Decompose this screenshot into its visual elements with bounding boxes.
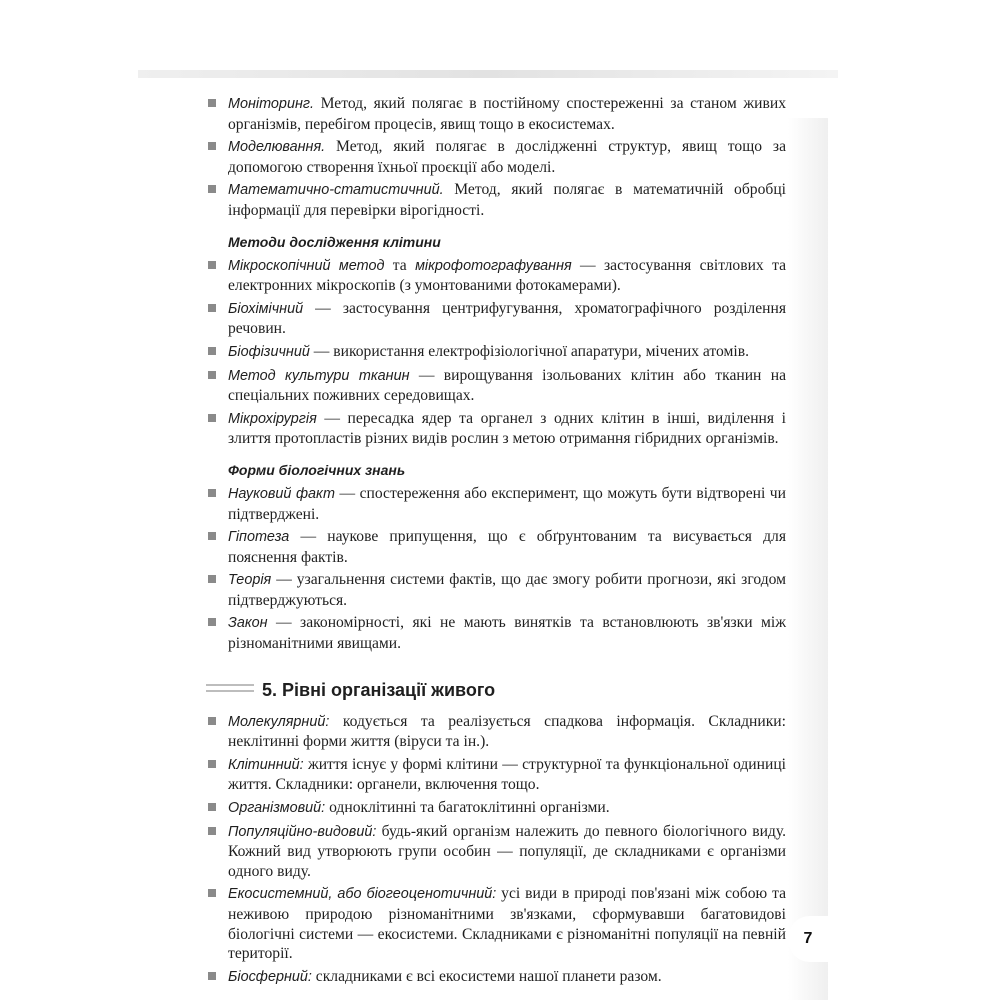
item-text: — застосування центрифугування, хроматографічного розділення речовин.: [228, 299, 786, 338]
item-term: Біосферний:: [228, 968, 312, 985]
bullet-icon: [208, 803, 216, 811]
item-term: Закон: [228, 615, 268, 632]
item-text: Метод, який полягає в математичній обробці інформації для перевірки вірогідності.: [228, 181, 786, 219]
top-rule: [138, 70, 838, 78]
item-term: Молекулярний:: [228, 713, 330, 730]
page-edge-strip: [788, 118, 828, 1000]
bullet-icon: [208, 304, 216, 312]
item-text: — узагальнення системи фактів, що дає змогу робити прогнози, які згодом підтверджуються.: [228, 571, 786, 609]
item-text: — застосування світлових та електронних мікроскопів (з умонтованими фотокамерами).: [228, 256, 786, 295]
item-connector: та: [384, 256, 416, 274]
item-term: Біохімічний: [228, 300, 304, 317]
bullet-icon: [208, 185, 216, 193]
item-term: Клітинний:: [228, 756, 304, 773]
list-item: [206, 570, 786, 610]
subheading-knowledge-forms: Форми біологічних знань: [228, 461, 406, 478]
list-item: [206, 798, 786, 819]
list-item: [206, 299, 786, 339]
bullet-icon: [208, 347, 216, 355]
bullet-icon: [208, 717, 216, 725]
bullet-icon: [208, 827, 216, 835]
item-term: Біофізичний: [228, 343, 310, 360]
item-term: Теорія: [228, 572, 272, 589]
list-item: [206, 94, 786, 134]
list-item: [206, 967, 786, 988]
item-text: кодується та реалізується спадкова інформація. Складники: неклітинні форми життя (віруси та ін.).: [228, 712, 786, 751]
list-item: [206, 822, 786, 882]
list-item: [206, 137, 786, 177]
item-text: — спостереження або експеримент, що можуть бути відтворені чи підтверджені.: [228, 484, 786, 523]
item-text: — вирощування ізольованих клітин або тканин на спеціальних поживних середовищах.: [228, 366, 787, 405]
item-term: Екосистемний, або біогеоценотичний:: [228, 886, 497, 903]
bullet-icon: [208, 142, 216, 150]
bullet-icon: [208, 99, 216, 107]
section-marker: [206, 684, 254, 696]
item-term: Метод культури тканин: [228, 367, 410, 384]
item-text: життя існує у формі клітини — структурної та функціональної одиниці життя. Складники: органели, включення тощо.: [228, 755, 786, 794]
bullet-icon: [208, 532, 216, 540]
list-item: [206, 712, 786, 752]
item-term: Математично-статистичний.: [228, 182, 444, 199]
list-item: [206, 409, 786, 449]
list-item: [206, 366, 786, 406]
bullet-icon: [208, 575, 216, 583]
item-term: Моделювання.: [228, 139, 326, 156]
item-term: Гіпотеза: [228, 529, 290, 546]
list-item: [206, 884, 786, 963]
list-item: [206, 613, 786, 653]
bullet-icon: [208, 261, 216, 269]
bullet-icon: [208, 414, 216, 422]
item-term: мікрофотографування: [415, 257, 572, 274]
item-text: — пересадка ядер та органел з одних клітин в інші, виділення і злиття протопластів різних видів рослин з метою отримання гібридних організмів.: [228, 409, 786, 448]
item-term: Популяційно-видовий:: [228, 823, 377, 840]
item-text: усі види в природі пов'язані між собою та неживою природою різноманітними зв'язками, сформувавши багатовидові біологічні системи — екосистеми. Складниками є різноманітні популяції на певній території.: [228, 885, 786, 963]
bullet-icon: [208, 371, 216, 379]
item-term: Мікрохірургія: [228, 410, 317, 427]
section-title: 5. Рівні організації живого: [262, 679, 496, 700]
item-text: — використання електрофізіологічної апаратури, мічених атомів.: [309, 342, 750, 360]
section-heading: [206, 678, 786, 704]
item-text: Метод, який полягає в дослідженні структур, явищ тощо за допомогою створення їхньої проєкції або моделі.: [228, 138, 786, 176]
bullet-icon: [208, 618, 216, 626]
list-item: [206, 527, 786, 567]
item-text: будь-який організм належить до певного біологічного виду. Кожний вид утворюють групи особин — популяції, де складниками є організми одного виду.: [228, 822, 786, 880]
item-text: — закономірності, які не мають винятків та встановлюють зв'язки між різноманітними явищами.: [228, 614, 786, 653]
bullet-icon: [208, 889, 216, 897]
page-number: 7: [788, 916, 828, 962]
list-item: [206, 484, 786, 524]
item-term: Мікроскопічний метод: [228, 257, 385, 274]
subheading-cell-methods: Методи дослідження клітини: [228, 233, 441, 250]
list-item: [206, 256, 786, 296]
list-item: [206, 342, 786, 363]
item-text: складниками є всі екосистеми нашої планети разом.: [311, 967, 662, 985]
list-item: [206, 755, 786, 795]
list-item: [206, 180, 786, 220]
item-text: Метод, який полягає в постійному спостереженні за станом живих організмів, перебігом процесів, явищ тощо в екосистемах.: [228, 95, 786, 133]
item-term: Моніторинг.: [228, 96, 314, 112]
item-term: Науковий факт: [228, 485, 335, 502]
item-text: — наукове припущення, що є обґрунтованим та висувається для пояснення фактів.: [228, 528, 786, 566]
item-text: одноклітинні та багатоклітинні організми.: [325, 799, 610, 817]
bullet-icon: [208, 972, 216, 980]
bullet-icon: [208, 760, 216, 768]
page-content: [206, 94, 786, 990]
bullet-icon: [208, 489, 216, 497]
item-term: Організмовий:: [228, 800, 326, 817]
